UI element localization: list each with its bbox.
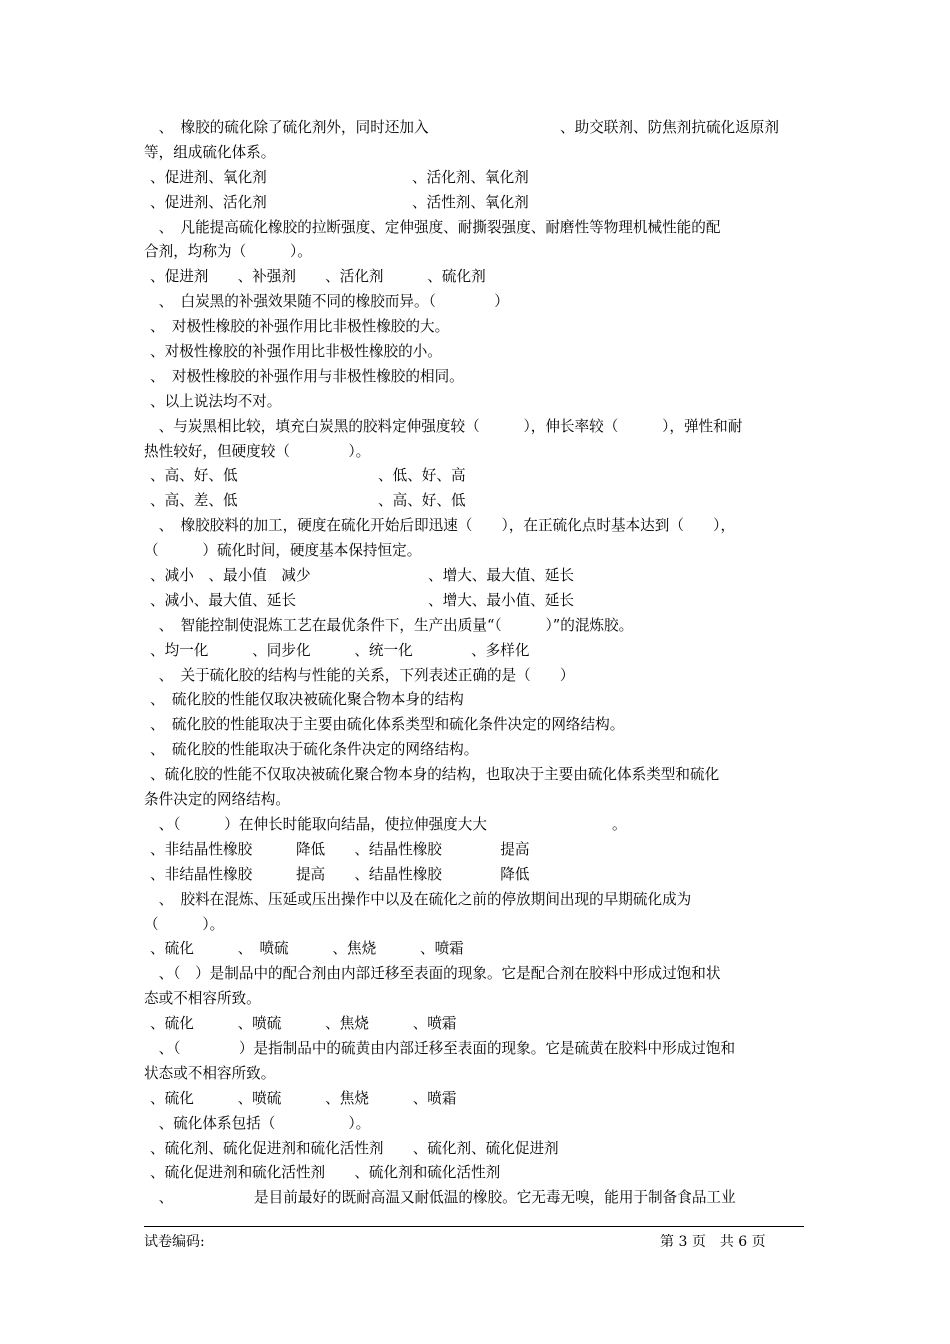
text-line [144,589,810,614]
text-segment: 、低、好、高 [378,467,466,485]
text-line [144,937,810,962]
text-segment: 、 胶料在混炼、压延或压出操作中以及在硫化之前的停放期间出现的早期硫化成为 [144,890,692,908]
text-line [144,390,810,415]
text-line [144,489,810,514]
text-segment: 、助交联剂、防焦剂抗硫化返原剂 [560,119,779,136]
text-line [144,1087,810,1112]
text-line [144,141,810,166]
text-segment: 、与炭黑相比较，填充白炭黑的胶料定伸强度较（ ），伸长率较（ ），弹性和耐 [144,417,743,435]
text-segment: 。 [612,815,627,833]
text-segment: 、 [144,1189,174,1207]
page-suffix: 页 [751,1234,766,1250]
text-segment: 、 橡胶的硫化除了硫化剂外，同时还加入 [144,119,429,136]
text-line [144,464,810,489]
text-segment: 、硫化 、喷硫 、焦烧 、喷霜 [150,1089,457,1107]
text-segment: 、高、好、低 [378,492,466,510]
text-line [144,1161,810,1186]
text-segment: 、硫化体系包括（ ）。 [144,1114,371,1132]
text-segment: 、 硫化胶的性能取决于主要由硫化体系类型和硫化条件决定的网络结构。 [150,716,625,734]
text-segment: 、 凡能提高硫化橡胶的拉断强度、定伸强度、耐撕裂强度、耐磨性等物理机械性能的配 [144,218,721,236]
text-line [144,216,810,241]
text-line [144,1012,810,1037]
text-segment: 、高、差、低 [150,492,238,510]
text-line [144,788,810,813]
page-number: 3 [678,1234,688,1250]
text-segment: 、促进剂、氧化剂 [150,168,267,186]
text-segment: 状态或不相容所致。 [144,1064,276,1082]
text-line [144,763,810,788]
text-segment: 、高、好、低 [150,467,238,485]
text-line [144,962,810,987]
text-line [144,738,810,763]
text-segment: 、硫化胶的性能不仅取决被硫化聚合物本身的结构，也取决于主要由硫化体系类型和硫化 [150,766,720,784]
text-segment: （ ）硫化时间，硬度基本保持恒定。 [144,542,422,560]
text-segment: 、减小 、最小值 减少 [150,567,311,585]
text-line [144,265,810,290]
text-segment: 、非结晶性橡胶 提高 、结晶性橡胶 降低 [150,865,530,883]
text-segment: 、增大、最大值、延长 [428,567,574,585]
text-segment: 等，组成硫化体系。 [144,143,276,161]
text-segment: 、 关于硫化胶的结构与性能的关系，下列表述正确的是（ ） [144,666,575,684]
text-line [144,1186,810,1211]
text-line [144,614,810,639]
text-segment: 、 白炭黑的补强效果随不同的橡胶而异。（ ） [144,293,509,311]
text-line [144,688,810,713]
page-prefix: 第 [660,1234,674,1250]
text-line [144,116,810,141]
document-body [144,116,810,1211]
text-segment: 、（ ）是制品中的配合剂由内部迁移至表面的现象。它是配合剂在胶料中形成过饱和状 [144,965,721,983]
text-line [144,664,810,689]
text-segment: 、活化剂、氧化剂 [412,168,529,186]
text-line [144,564,810,589]
text-line [144,1137,810,1162]
page-total: 6 [738,1234,748,1250]
text-segment: 、 对极性橡胶的补强作用与非极性橡胶的相同。 [150,367,464,385]
text-segment: 、非结晶性橡胶 降低 、结晶性橡胶 提高 [150,840,530,858]
text-segment: 、 硫化胶的性能取决于硫化条件决定的网络结构。 [150,741,479,759]
page-indicator [660,1231,766,1253]
text-line [144,1062,810,1087]
text-line [144,913,810,938]
text-line [144,863,810,888]
text-line [144,315,810,340]
text-segment: 合剂，均称为（ ）。 [144,243,312,261]
text-line [144,1112,810,1137]
text-line [144,1037,810,1062]
text-segment: 、减小、最大值、延长 [150,591,296,609]
text-segment: 、增大、最小值、延长 [428,591,574,609]
text-line [144,987,810,1012]
text-segment: 、以上说法均不对。 [150,392,282,410]
text-segment: 热性较好，但硬度较（ ）。 [144,442,371,460]
text-line [144,191,810,216]
text-segment: 、（ ）是指制品中的硫黄由内部迁移至表面的现象。它是硫黄在胶料中形成过饱和 [144,1039,736,1057]
exam-code-label: 试卷编码: [144,1234,205,1250]
text-segment: 、 硫化胶的性能仅取决被硫化聚合物本身的结构 [150,691,464,709]
text-segment: 是目前最好的既耐高温又耐低温的橡胶。它无毒无嗅，能用于制备食品工业 [254,1189,736,1207]
text-segment: 、硫化 、 喷硫 、焦烧 、喷霜 [150,940,464,958]
text-segment: 、硫化剂、硫化促进剂和硫化活性剂 、硫化剂、硫化促进剂 [150,1139,559,1157]
footer-rule [144,1226,804,1227]
text-line [144,365,810,390]
text-segment: 、活性剂、氧化剂 [412,193,529,211]
text-segment: 、 对极性橡胶的补强作用比非极性橡胶的大。 [150,318,450,336]
text-line [144,340,810,365]
text-line [144,539,810,564]
text-line [144,290,810,315]
text-segment: 、 智能控制使混炼工艺在最优条件下，生产出质量“（ ）”的混炼胶。 [144,616,634,634]
text-segment: 、（ ）在伸长时能取向结晶，使拉伸强度大大 [144,815,487,833]
text-line [144,440,810,465]
text-line [144,888,810,913]
text-line [144,415,810,440]
text-line [144,713,810,738]
text-segment: 、硫化促进剂和硫化活性剂 、硫化剂和硫化活性剂 [150,1164,501,1182]
text-segment: 、硫化 、喷硫 、焦烧 、喷霜 [150,1015,457,1033]
text-segment: 条件决定的网络结构。 [144,791,290,809]
text-line [144,514,810,539]
text-segment: 态或不相容所致。 [144,990,261,1008]
text-segment: 、促进剂、活化剂 [150,193,267,211]
text-line [144,639,810,664]
text-segment: 、对极性橡胶的补强作用比非极性橡胶的小。 [150,343,442,361]
text-segment: 、 橡胶胶料的加工，硬度在硫化开始后即迅速（ ），在正硫化点时基本达到（ ）， [144,517,736,535]
text-line [144,240,810,265]
text-line [144,813,810,838]
text-segment: （ ）。 [144,915,225,933]
text-line [144,838,810,863]
text-line [144,166,810,191]
text-segment: 、促进剂 、补强剂 、活化剂 、硫化剂 [150,268,486,286]
text-segment: 、均一化 、同步化 、统一化 、多样化 [150,641,530,659]
page-mid: 页 共 [691,1234,734,1250]
